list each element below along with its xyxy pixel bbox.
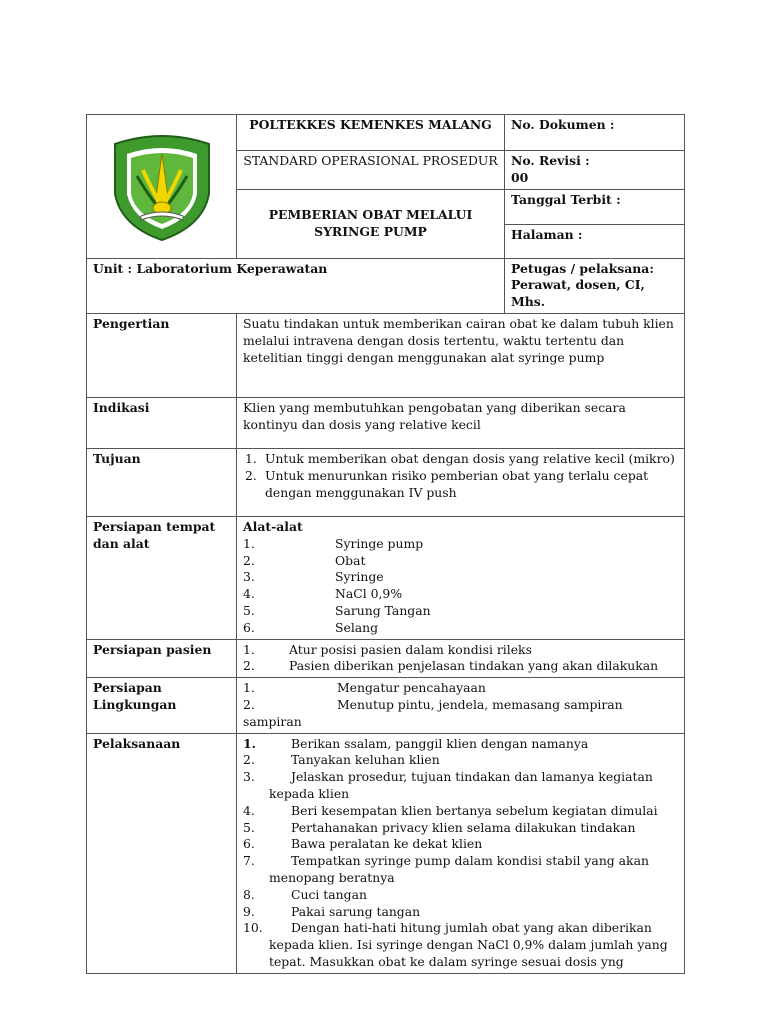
list-item: 7. Tempatkan syringe pump dalam kondisi stabil yang akan menopang beratnya (243, 853, 649, 885)
list-item: 6. Selang (243, 619, 379, 635)
list-item: 2. Pasien diberikan penjelasan tindakan yang akan dilakukan (243, 658, 659, 674)
list-item: 6. Bawa peralatan ke dekat klien (243, 836, 483, 852)
tujuan-content (237, 448, 685, 516)
list-item: 4. Beri kesempatan klien bertanya sebelum kegiatan dimulai (243, 802, 658, 818)
petugas (505, 258, 685, 313)
alat-list (243, 536, 678, 637)
petugas-value: Perawat, dosen, CI, Mhs. (511, 277, 645, 310)
tanggal-terbit-label: Tanggal Terbit : (505, 189, 685, 224)
pelaksanaan-list (243, 736, 678, 971)
tujuan-list (243, 451, 678, 501)
doc-type: STANDARD OPERASIONAL PROSEDUR (237, 151, 505, 190)
list-item: 1. Berikan ssalam, panggil klien dengan namanya (243, 735, 589, 751)
lingkungan-list (243, 680, 678, 730)
list-item: 2. Obat (243, 552, 366, 568)
list-item: 8. Cuci tangan (243, 886, 367, 902)
pelaksanaan-label: Pelaksanaan (87, 733, 237, 973)
list-item: 1. Mengatur pencahayaan (243, 680, 486, 696)
pasien-list (243, 642, 678, 676)
institution-logo (103, 124, 221, 244)
persiapan-pasien-label: Persiapan pasien (87, 639, 237, 678)
no-revisi (505, 151, 685, 190)
pengertian-text: Suatu tindakan untuk memberikan cairan obat ke dalam tubuh klien melalui intravena dengan dosis tertentu, waktu tertentu dan ketelitian tinggi dengan menggunakan alat syringe pump (237, 313, 685, 397)
pengertian-label: Pengertian (87, 313, 237, 397)
list-item: 9. Pakai sarung tangan (243, 903, 421, 919)
list-item: 3. Syringe (243, 569, 384, 585)
sop-title: PEMBERIAN OBAT MELALUI SYRINGE PUMP (237, 189, 505, 258)
no-revisi-label: No. Revisi : (511, 153, 590, 168)
indikasi-text: Klien yang membutuhkan pengobatan yang diberikan secara kontinyu dan dosis yang relative kecil (237, 397, 685, 448)
persiapan-lingkungan-label: Persiapan Lingkungan (87, 678, 237, 733)
halaman-label: Halaman : (505, 224, 685, 258)
sop-table (86, 114, 685, 974)
pelaksanaan-content (237, 733, 685, 973)
alat-subheading: Alat-alat (243, 518, 303, 534)
list-item: 1. Untuk memberikan obat dengan dosis yang relative kecil (mikro) (245, 450, 675, 466)
indikasi-label: Indikasi (87, 397, 237, 448)
persiapan-pasien-content (237, 639, 685, 678)
list-item: 1. Atur posisi pasien dalam kondisi rileks (243, 641, 532, 657)
list-item: 3. Jelaskan prosedur, tujuan tindakan dan lamanya kegiatan kepada klien (243, 769, 653, 801)
list-item: 2. Untuk menurunkan risiko pemberian obat yang terlalu cepat dengan menggunakan IV push (245, 467, 649, 500)
list-item: 10. Dengan hati-hati hitung jumlah obat yang akan diberikan kepada klien. Isi syringe dengan NaCl 0,9% dalam jumlah yang tepat. Masukkan obat ke dalam syringe sesuai dosis yng (243, 920, 668, 969)
persiapan-alat-content (237, 516, 685, 639)
tujuan-label: Tujuan (87, 448, 237, 516)
list-item: 2. Tanyakan keluhan klien (243, 752, 440, 768)
list-item: 1. Syringe pump (243, 535, 424, 551)
persiapan-lingkungan-content (237, 678, 685, 733)
persiapan-alat-label: Persiapan tempat dan alat (87, 516, 237, 639)
list-item: 5. Sarung Tangan (243, 602, 431, 618)
logo-cell (87, 115, 237, 259)
no-dokumen-label: No. Dokumen : (505, 115, 685, 151)
unit-label: Unit : Laboratorium Keperawatan (87, 258, 505, 313)
list-item: 2. Menutup pintu, jendela, memasang sampiran sampiran (243, 696, 623, 729)
institution-name: POLTEKKES KEMENKES MALANG (237, 115, 505, 151)
no-revisi-value: 00 (511, 169, 529, 185)
list-item: 4. NaCl 0,9% (243, 586, 403, 602)
sop-document (86, 114, 684, 974)
petugas-label: Petugas / pelaksana: (511, 260, 654, 276)
list-item: 5. Pertahanakan privacy klien selama dilakukan tindakan (243, 819, 636, 835)
